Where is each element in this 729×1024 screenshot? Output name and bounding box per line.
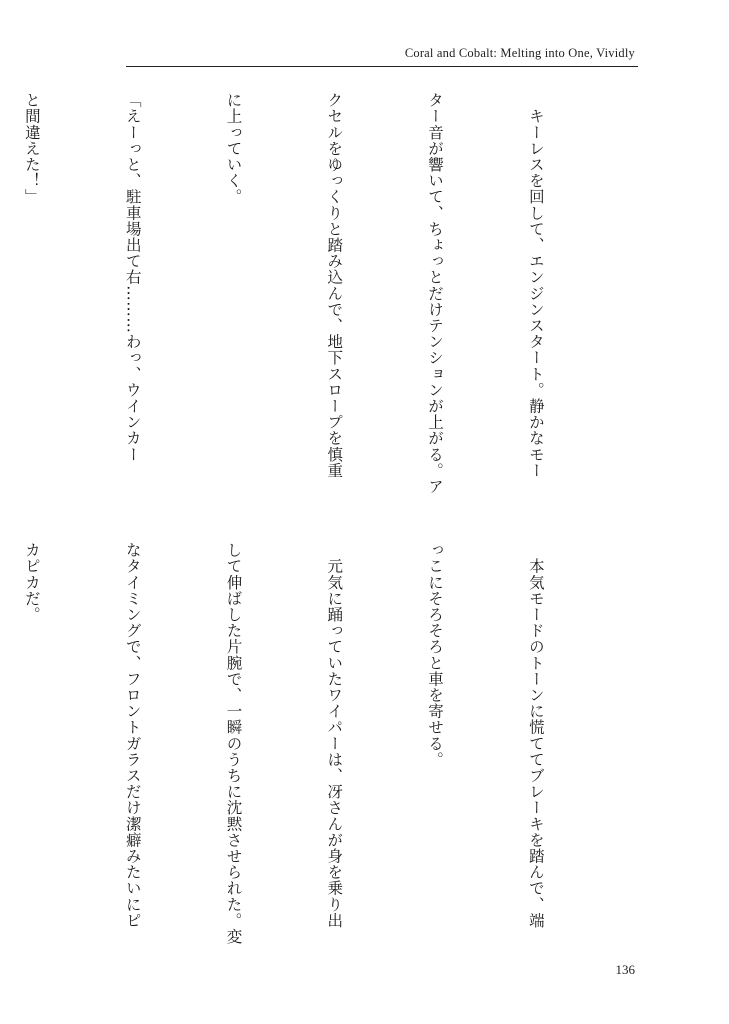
text-line: と間違えた！」	[22, 92, 41, 205]
text-line: 本気モードのトーンに慌ててブレーキを踏んで、端	[526, 542, 545, 929]
text-line: クセルをゆっくりと踏み込んで、地下スロープを慎重	[325, 92, 344, 479]
text-line: なタイミングで、フロントガラスだけ潔癖みたいにピ	[123, 542, 142, 929]
text-line: に上っていく。	[224, 92, 243, 205]
text-block-top	[22, 92, 619, 512]
text-line: ター音が響いて、ちょっとだけテンションが上がる。ア	[426, 92, 445, 495]
text-line: っこにそろそろと車を寄せる。	[426, 542, 445, 768]
text-line: カピカだ。	[22, 542, 41, 623]
header-rule	[126, 66, 638, 67]
text-line: キーレスを回して、エンジンスタート。静かなモー	[526, 92, 545, 479]
page-number: 136	[615, 962, 635, 977]
text-line: 「えーっと、駐車場出て右………わっ、ウインカー	[123, 92, 142, 463]
running-header-title: Coral and Cobalt: Melting into One, Vividly	[404, 46, 635, 60]
text-line: して伸ばした片腕で、一瞬のうちに沈黙させられた。変	[224, 542, 243, 945]
text-line: 元気に踊っていたワイパーは、冴さんが身を乗り出	[325, 542, 344, 929]
text-block-bottom	[22, 542, 619, 956]
